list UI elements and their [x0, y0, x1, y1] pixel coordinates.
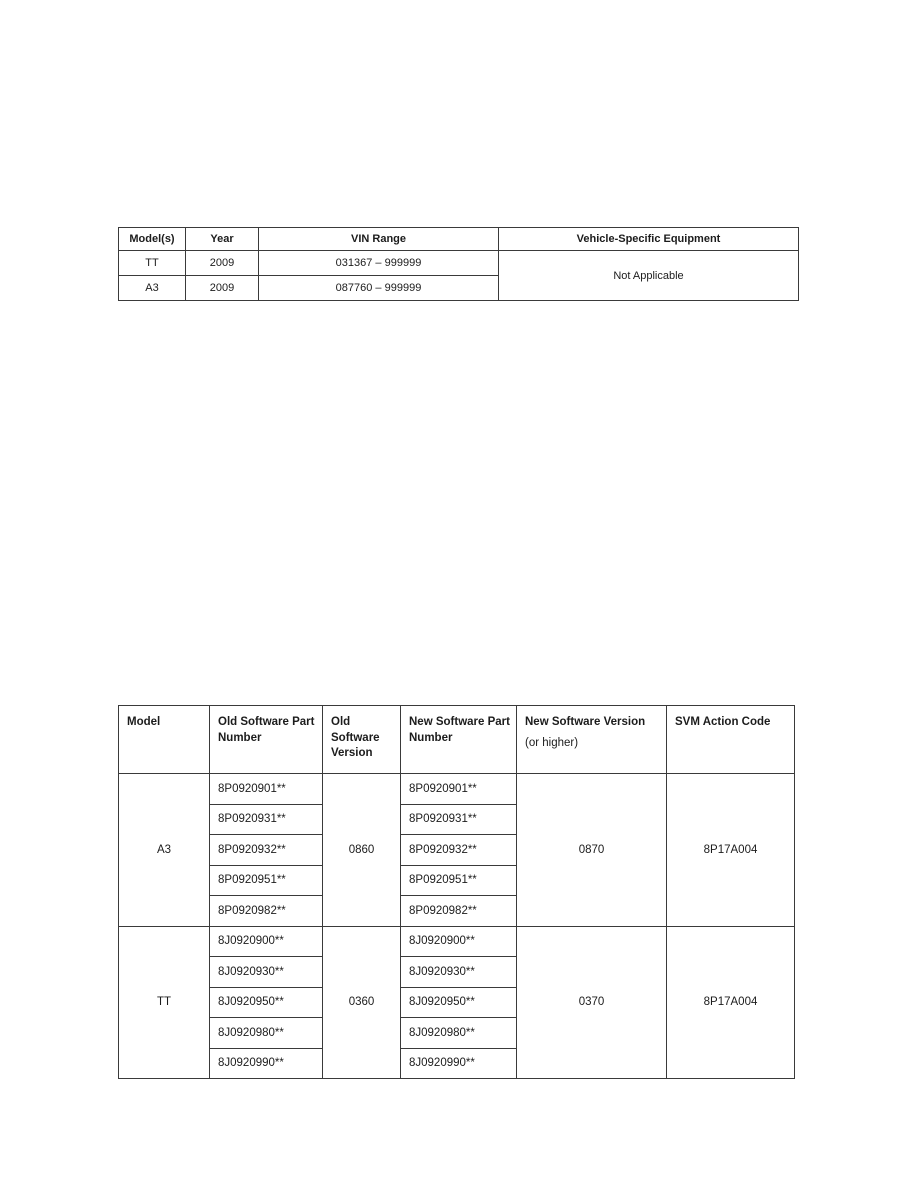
sw-cell-old-version: 0860 — [323, 774, 401, 927]
sw-table-header-row — [119, 706, 795, 774]
sw-cell-old-part: 8P0920901** — [210, 774, 323, 805]
sw-cell-old-part: 8P0920982** — [210, 896, 323, 927]
vin-header-equipment: Vehicle-Specific Equipment — [499, 228, 799, 251]
sw-cell-old-part: 8J0920950** — [210, 987, 323, 1018]
sw-cell-new-part: 8J0920950** — [401, 987, 517, 1018]
sw-cell-new-part: 8P0920901** — [401, 774, 517, 805]
sw-cell-new-part: 8P0920982** — [401, 896, 517, 927]
sw-cell-old-part: 8P0920931** — [210, 804, 323, 835]
sw-cell-new-part: 8J0920900** — [401, 926, 517, 957]
vin-cell-equipment: Not Applicable — [499, 251, 799, 301]
sw-cell-new-part: 8J0920980** — [401, 1018, 517, 1049]
sw-header-model: Model — [119, 706, 210, 774]
sw-row — [119, 774, 795, 805]
sw-cell-model: TT — [119, 926, 210, 1079]
sw-cell-new-part: 8J0920930** — [401, 957, 517, 988]
vin-cell-year: 2009 — [186, 276, 259, 301]
sw-cell-new-part: 8P0920931** — [401, 804, 517, 835]
vin-header-year: Year — [186, 228, 259, 251]
sw-cell-old-part: 8P0920932** — [210, 835, 323, 866]
sw-cell-old-part: 8J0920990** — [210, 1048, 323, 1079]
sw-header-new-version-label: New Software Version — [525, 716, 646, 728]
vin-range-table — [118, 227, 799, 301]
sw-cell-new-part: 8P0920932** — [401, 835, 517, 866]
vin-cell-range: 087760 – 999999 — [259, 276, 499, 301]
sw-header-new-part: New Software Part Number — [401, 706, 517, 774]
sw-row — [119, 926, 795, 957]
vin-header-models: Model(s) — [119, 228, 186, 251]
sw-cell-model: A3 — [119, 774, 210, 927]
sw-header-new-version-note: (or higher) — [525, 736, 579, 749]
sw-cell-old-part: 8J0920930** — [210, 957, 323, 988]
sw-cell-new-part: 8P0920951** — [401, 865, 517, 896]
sw-cell-new-version: 0870 — [517, 774, 667, 927]
vin-table-header-row — [119, 228, 799, 251]
vin-cell-range: 031367 – 999999 — [259, 251, 499, 276]
sw-header-old-part: Old Software Part Number — [210, 706, 323, 774]
sw-cell-old-part: 8J0920900** — [210, 926, 323, 957]
vin-table-row-tt — [119, 251, 799, 276]
sw-header-new-version — [517, 706, 667, 774]
sw-cell-new-version: 0370 — [517, 926, 667, 1079]
sw-header-svm: SVM Action Code — [667, 706, 795, 774]
vin-header-vin-range: VIN Range — [259, 228, 499, 251]
sw-cell-new-part: 8J0920990** — [401, 1048, 517, 1079]
vin-cell-year: 2009 — [186, 251, 259, 276]
sw-header-old-version: Old Software Version — [323, 706, 401, 774]
sw-cell-old-part: 8P0920951** — [210, 865, 323, 896]
software-version-table — [118, 705, 795, 1079]
sw-cell-old-part: 8J0920980** — [210, 1018, 323, 1049]
sw-cell-old-version: 0360 — [323, 926, 401, 1079]
vin-cell-model: TT — [119, 251, 186, 276]
sw-cell-svm-code: 8P17A004 — [667, 774, 795, 927]
sw-cell-svm-code: 8P17A004 — [667, 926, 795, 1079]
vin-cell-model: A3 — [119, 276, 186, 301]
